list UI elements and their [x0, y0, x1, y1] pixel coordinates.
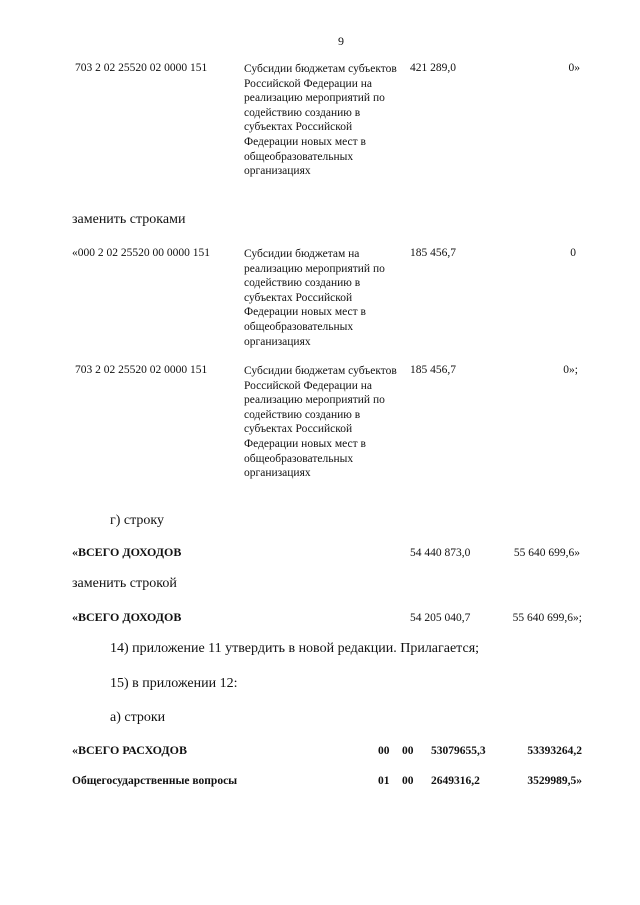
- budget-description: Субсидии бюджетам субъектов Российской Федерации на реализацию мероприятий по содействию созданию в субъектах Российской Федерации новых мест в общеобразовательных организациях: [244, 63, 397, 178]
- amount-year-2: 0: [570, 247, 576, 259]
- paragraph-14: 14) приложение 11 утвердить в новой редакции. Прилагается;: [110, 641, 480, 656]
- total-income-year-1: 54 205 040,7: [410, 612, 471, 624]
- paragraph-15: 15) в приложении 12:: [110, 676, 238, 691]
- total-expenses-label: «ВСЕГО РАСХОДОВ: [72, 743, 187, 757]
- expense-year-2: 53393264,2: [527, 745, 582, 757]
- total-income-label: «ВСЕГО ДОХОДОВ: [72, 545, 182, 559]
- budget-description: Субсидии бюджетам субъектов Российской Федерации на реализацию мероприятий по содействию созданию в субъектах Российской Федерации новых мест в общеобразовательных организациях: [244, 365, 397, 480]
- subsection-code: 00: [402, 745, 414, 757]
- expense-year-1: 2649316,2: [431, 775, 480, 787]
- page-number: 9: [338, 34, 344, 48]
- total-income-year-1: 54 440 873,0: [410, 547, 471, 559]
- amount-year-1: 421 289,0: [410, 62, 456, 74]
- replace-with-lines: заменить строками: [72, 212, 186, 227]
- item-a: а) строки: [110, 710, 166, 725]
- total-income-year-2: 55 640 699,6»: [513, 547, 580, 559]
- expense-year-2: 3529989,5»: [527, 775, 582, 787]
- expense-year-1: 53079655,3: [431, 745, 486, 757]
- amount-year-2: 0»: [568, 62, 580, 74]
- section-code: 01: [378, 775, 390, 787]
- item-g: г) строку: [110, 513, 165, 528]
- budget-code: 703 2 02 25520 02 0000 151: [75, 364, 208, 376]
- section-code: 00: [378, 745, 390, 757]
- subsection-code: 00: [402, 775, 414, 787]
- amount-year-1: 185 456,7: [410, 247, 456, 259]
- replace-with-line: заменить строкой: [72, 576, 177, 591]
- budget-code: 703 2 02 25520 02 0000 151: [75, 62, 208, 74]
- total-income-year-2: 55 640 699,6»;: [512, 612, 582, 624]
- budget-code: «000 2 02 25520 00 0000 151: [72, 247, 210, 259]
- budget-description: Субсидии бюджетам на реализацию мероприятий по содействию созданию в субъектах Российской Федерации новых мест в общеобразовательных организациях: [244, 248, 385, 348]
- amount-year-2: 0»;: [563, 364, 578, 376]
- general-questions-label: Общегосударственные вопросы: [72, 775, 238, 787]
- amount-year-1: 185 456,7: [410, 364, 456, 376]
- total-income-label: «ВСЕГО ДОХОДОВ: [72, 610, 182, 624]
